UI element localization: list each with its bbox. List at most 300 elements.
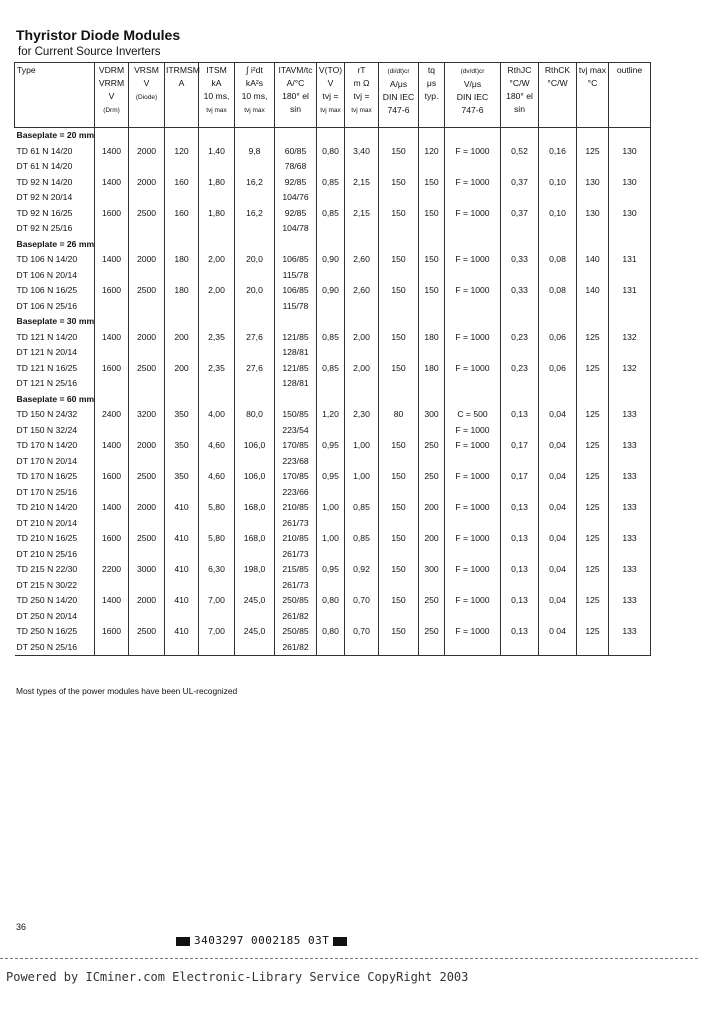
value-cell: 133 <box>609 531 651 547</box>
value-cell: 250 <box>419 438 445 454</box>
value-cell: 245,0 <box>235 624 275 640</box>
value-cell: 115/78 <box>275 268 317 284</box>
table-row <box>15 206 651 222</box>
value-cell: 3200 <box>129 407 165 423</box>
value-cell: 180 <box>419 330 445 346</box>
value-cell <box>345 547 379 563</box>
table-row <box>15 252 651 268</box>
value-cell <box>165 609 199 625</box>
value-cell <box>129 609 165 625</box>
value-cell <box>235 516 275 532</box>
column-header: tq μs typ. <box>419 63 445 128</box>
type-cell: TD 121 N 16/25 <box>16 362 78 373</box>
value-cell <box>419 268 445 284</box>
value-cell: 106,0 <box>235 469 275 485</box>
value-cell: 0,85 <box>317 206 345 222</box>
value-cell <box>165 454 199 470</box>
value-cell <box>445 159 501 175</box>
value-cell <box>199 190 235 206</box>
type-cell: DT 92 N 20/14 <box>16 192 73 202</box>
value-cell: 0,13 <box>501 500 539 516</box>
value-cell <box>379 516 419 532</box>
value-cell: 0,90 <box>317 283 345 299</box>
section-label: Baseplate = 26 mm <box>16 238 95 249</box>
value-cell <box>379 299 419 315</box>
barcode-block-icon <box>176 937 190 946</box>
value-cell <box>419 578 445 594</box>
value-cell <box>609 345 651 361</box>
value-cell: 140 <box>577 283 609 299</box>
value-cell: 0,13 <box>501 624 539 640</box>
value-cell: 2500 <box>129 531 165 547</box>
value-cell <box>345 159 379 175</box>
value-cell: 180 <box>419 361 445 377</box>
value-cell <box>419 376 445 392</box>
value-cell: 180 <box>165 252 199 268</box>
value-cell <box>165 485 199 501</box>
empty-cell <box>235 392 275 408</box>
value-cell: 350 <box>165 438 199 454</box>
value-cell: 2,00 <box>345 330 379 346</box>
type-cell: DT 61 N 14/20 <box>16 161 73 171</box>
value-cell: 1,20 <box>317 407 345 423</box>
type-cell: DT 250 N 20/14 <box>16 610 78 621</box>
empty-cell <box>445 237 501 253</box>
value-cell <box>445 547 501 563</box>
empty-cell <box>317 392 345 408</box>
empty-cell <box>317 237 345 253</box>
value-cell <box>199 159 235 175</box>
value-cell <box>345 609 379 625</box>
empty-cell <box>577 392 609 408</box>
empty-cell <box>379 237 419 253</box>
value-cell <box>199 485 235 501</box>
value-cell <box>199 299 235 315</box>
value-cell <box>345 299 379 315</box>
value-cell <box>129 221 165 237</box>
table-row <box>15 268 651 284</box>
empty-cell <box>345 128 379 144</box>
value-cell <box>317 516 345 532</box>
value-cell <box>445 345 501 361</box>
empty-cell <box>539 128 577 144</box>
empty-cell <box>199 237 235 253</box>
value-cell <box>235 485 275 501</box>
value-cell <box>317 345 345 361</box>
value-cell: F = 1000 <box>445 593 501 609</box>
value-cell <box>95 485 129 501</box>
value-cell <box>199 423 235 439</box>
value-cell <box>539 516 577 532</box>
value-cell: 250 <box>419 469 445 485</box>
value-cell <box>419 299 445 315</box>
value-cell: 245,0 <box>235 593 275 609</box>
value-cell <box>317 268 345 284</box>
value-cell <box>445 609 501 625</box>
value-cell: 125 <box>577 407 609 423</box>
value-cell: 261/82 <box>275 640 317 656</box>
value-cell: 1,00 <box>345 469 379 485</box>
value-cell: 300 <box>419 562 445 578</box>
type-cell: DT 106 N 25/16 <box>16 300 78 311</box>
value-cell: 0,23 <box>501 330 539 346</box>
value-cell <box>609 190 651 206</box>
value-cell: 1,80 <box>199 175 235 191</box>
value-cell: 0,85 <box>345 500 379 516</box>
section-row <box>15 128 651 144</box>
value-cell: 115/78 <box>275 299 317 315</box>
value-cell <box>445 516 501 532</box>
value-cell <box>165 516 199 532</box>
type-cell: TD 121 N 14/20 <box>16 331 78 342</box>
value-cell: 130 <box>609 144 651 160</box>
value-cell <box>501 423 539 439</box>
value-cell <box>235 547 275 563</box>
value-cell <box>445 454 501 470</box>
value-cell <box>235 454 275 470</box>
value-cell: 4,00 <box>199 407 235 423</box>
empty-cell <box>129 392 165 408</box>
empty-cell <box>609 392 651 408</box>
value-cell <box>199 578 235 594</box>
table-row <box>15 609 651 625</box>
value-cell <box>345 454 379 470</box>
value-cell: 125 <box>577 144 609 160</box>
value-cell: 7,00 <box>199 593 235 609</box>
value-cell <box>609 547 651 563</box>
empty-cell <box>577 237 609 253</box>
value-cell: 2500 <box>129 206 165 222</box>
empty-cell <box>345 237 379 253</box>
table-row <box>15 500 651 516</box>
type-cell: TD 210 N 16/25 <box>16 533 78 543</box>
value-cell <box>445 640 501 656</box>
value-cell <box>235 609 275 625</box>
value-cell: 2000 <box>129 252 165 268</box>
value-cell: 2500 <box>129 624 165 640</box>
type-cell: DT 106 N 20/14 <box>16 269 78 280</box>
value-cell: F = 1000 <box>445 175 501 191</box>
value-cell: 0,85 <box>317 361 345 377</box>
empty-cell <box>275 392 317 408</box>
table-row <box>15 423 651 439</box>
value-cell: 120 <box>419 144 445 160</box>
value-cell: 0,08 <box>539 283 577 299</box>
value-cell <box>317 376 345 392</box>
table-row <box>15 469 651 485</box>
value-cell <box>345 423 379 439</box>
empty-cell <box>501 314 539 330</box>
value-cell <box>165 547 199 563</box>
value-cell: 1600 <box>95 624 129 640</box>
value-cell: 125 <box>577 593 609 609</box>
value-cell: 150/85 <box>275 407 317 423</box>
value-cell: 5,80 <box>199 500 235 516</box>
value-cell: 1,00 <box>345 438 379 454</box>
value-cell <box>539 640 577 656</box>
empty-cell <box>419 237 445 253</box>
empty-cell <box>199 314 235 330</box>
type-cell: DT 170 N 20/14 <box>16 455 78 466</box>
column-header: ∫ i²dt kA²s 10 ms, tvj max <box>235 63 275 128</box>
empty-cell <box>199 392 235 408</box>
column-header: ITRMSM A <box>165 63 199 128</box>
value-cell <box>577 578 609 594</box>
empty-cell <box>317 128 345 144</box>
value-cell <box>345 190 379 206</box>
value-cell <box>235 578 275 594</box>
value-cell: 133 <box>609 438 651 454</box>
value-cell <box>165 345 199 361</box>
value-cell <box>609 578 651 594</box>
value-cell: 0,04 <box>539 438 577 454</box>
value-cell <box>235 423 275 439</box>
type-cell: DT 92 N 25/16 <box>16 223 73 233</box>
value-cell: 160 <box>165 175 199 191</box>
value-cell <box>501 190 539 206</box>
column-header: rT m Ω tvj = tvj max <box>345 63 379 128</box>
empty-cell <box>275 314 317 330</box>
value-cell: 104/78 <box>275 221 317 237</box>
value-cell <box>95 345 129 361</box>
value-cell <box>199 609 235 625</box>
value-cell: 180 <box>165 283 199 299</box>
value-cell <box>539 423 577 439</box>
empty-cell <box>539 237 577 253</box>
value-cell: 0,80 <box>317 624 345 640</box>
empty-cell <box>609 128 651 144</box>
value-cell: 125 <box>577 562 609 578</box>
value-cell <box>199 268 235 284</box>
table-row <box>15 283 651 299</box>
type-cell: DT 215 N 30/22 <box>16 579 78 590</box>
column-header: outline <box>609 63 651 128</box>
value-cell: 2,00 <box>345 361 379 377</box>
value-cell: 131 <box>609 252 651 268</box>
value-cell: 198,0 <box>235 562 275 578</box>
table-row <box>15 175 651 191</box>
section-label: Baseplate = 20 mm <box>16 130 95 140</box>
value-cell <box>235 268 275 284</box>
type-cell: DT 250 N 25/16 <box>15 640 95 656</box>
empty-cell <box>199 128 235 144</box>
value-cell: 261/82 <box>275 609 317 625</box>
empty-cell <box>345 392 379 408</box>
value-cell: 150 <box>379 283 419 299</box>
value-cell: F = 1000 <box>445 206 501 222</box>
column-header: Type <box>15 63 95 128</box>
table-body <box>15 128 651 656</box>
empty-cell <box>129 237 165 253</box>
value-cell: 2,30 <box>345 407 379 423</box>
column-header: RthJC °C/W 180° el sin <box>501 63 539 128</box>
type-cell: TD 170 N 16/25 <box>16 471 78 481</box>
value-cell: 125 <box>577 438 609 454</box>
value-cell: 106/85 <box>275 283 317 299</box>
value-cell <box>165 423 199 439</box>
value-cell: 132 <box>609 361 651 377</box>
value-cell: 104/76 <box>275 190 317 206</box>
value-cell: 80 <box>379 407 419 423</box>
value-cell: 2500 <box>129 469 165 485</box>
value-cell: 170/85 <box>275 469 317 485</box>
value-cell <box>577 454 609 470</box>
value-cell: 261/73 <box>275 516 317 532</box>
value-cell <box>501 345 539 361</box>
value-cell: 0,13 <box>501 562 539 578</box>
value-cell: 150 <box>379 500 419 516</box>
table-row <box>15 562 651 578</box>
value-cell: 4,60 <box>199 469 235 485</box>
empty-cell <box>95 392 129 408</box>
value-cell <box>199 640 235 656</box>
value-cell <box>129 485 165 501</box>
value-cell: 1600 <box>95 283 129 299</box>
empty-cell <box>501 237 539 253</box>
value-cell: 223/54 <box>275 423 317 439</box>
value-cell <box>445 268 501 284</box>
value-cell: 1600 <box>95 361 129 377</box>
value-cell <box>199 454 235 470</box>
value-cell <box>501 221 539 237</box>
value-cell: 410 <box>165 500 199 516</box>
empty-cell <box>539 314 577 330</box>
value-cell: 0,70 <box>345 624 379 640</box>
value-cell: 133 <box>609 562 651 578</box>
empty-cell <box>609 314 651 330</box>
value-cell: 350 <box>165 407 199 423</box>
value-cell <box>419 609 445 625</box>
value-cell: 0,13 <box>501 407 539 423</box>
value-cell <box>379 485 419 501</box>
value-cell: 92/85 <box>275 175 317 191</box>
value-cell <box>165 376 199 392</box>
value-cell: 9,8 <box>235 144 275 160</box>
spec-table <box>14 62 651 656</box>
value-cell: 2,00 <box>199 252 235 268</box>
value-cell <box>379 345 419 361</box>
value-cell: 133 <box>609 500 651 516</box>
value-cell: 210/85 <box>275 500 317 516</box>
value-cell <box>129 640 165 656</box>
column-header: ITAVM/tc A/°C 180° el sin <box>275 63 317 128</box>
column-header: tvj max °C <box>577 63 609 128</box>
table-row <box>15 221 651 237</box>
empty-cell <box>165 392 199 408</box>
value-cell <box>129 376 165 392</box>
value-cell <box>317 578 345 594</box>
value-cell: 150 <box>379 330 419 346</box>
value-cell: 150 <box>419 283 445 299</box>
value-cell: 150 <box>379 624 419 640</box>
value-cell: 128/81 <box>275 345 317 361</box>
value-cell: 261/73 <box>275 578 317 594</box>
empty-cell <box>235 314 275 330</box>
value-cell <box>501 578 539 594</box>
type-cell: TD 106 N 14/20 <box>16 254 78 264</box>
value-cell: 215/85 <box>275 562 317 578</box>
type-cell: DT 150 N 32/24 <box>16 424 78 435</box>
value-cell: 3000 <box>129 562 165 578</box>
value-cell: 106/85 <box>275 252 317 268</box>
value-cell: 1600 <box>95 531 129 547</box>
value-cell <box>419 516 445 532</box>
footer-copyright: Powered by ICminer.com Electronic-Library Service CopyRight 2003 <box>6 970 469 984</box>
value-cell <box>129 268 165 284</box>
value-cell <box>129 516 165 532</box>
value-cell <box>501 485 539 501</box>
value-cell: 0,85 <box>317 175 345 191</box>
value-cell <box>235 159 275 175</box>
value-cell <box>317 485 345 501</box>
type-cell: DT 170 N 25/16 <box>16 486 78 497</box>
value-cell <box>419 547 445 563</box>
value-cell: 1400 <box>95 175 129 191</box>
value-cell: 1,80 <box>199 206 235 222</box>
table-row <box>15 299 651 315</box>
value-cell <box>165 190 199 206</box>
value-cell: 2,35 <box>199 361 235 377</box>
value-cell: 5,80 <box>199 531 235 547</box>
value-cell: 0,95 <box>317 562 345 578</box>
value-cell: 250/85 <box>275 593 317 609</box>
barcode-text: 3403297 0002185 03T <box>194 934 330 947</box>
value-cell: 0,95 <box>317 469 345 485</box>
divider <box>0 958 698 959</box>
value-cell <box>165 268 199 284</box>
value-cell: 2000 <box>129 593 165 609</box>
value-cell: F = 1000 <box>445 469 501 485</box>
value-cell: 0,04 <box>539 407 577 423</box>
type-cell: DT 121 N 20/14 <box>16 347 78 357</box>
empty-cell <box>345 314 379 330</box>
empty-cell <box>419 314 445 330</box>
value-cell <box>501 640 539 656</box>
value-cell: 300 <box>419 407 445 423</box>
value-cell: 150 <box>379 438 419 454</box>
column-header: VDRM VRRM V (Drm) <box>95 63 129 128</box>
value-cell: 6,30 <box>199 562 235 578</box>
value-cell: F = 1000 <box>445 531 501 547</box>
value-cell <box>609 221 651 237</box>
value-cell: 125 <box>577 500 609 516</box>
value-cell: 4,60 <box>199 438 235 454</box>
value-cell <box>501 299 539 315</box>
value-cell <box>379 221 419 237</box>
value-cell: 223/68 <box>275 454 317 470</box>
value-cell: 133 <box>609 469 651 485</box>
value-cell: 150 <box>419 252 445 268</box>
value-cell <box>577 299 609 315</box>
value-cell <box>419 221 445 237</box>
value-cell: 27,6 <box>235 361 275 377</box>
value-cell: 1,40 <box>199 144 235 160</box>
value-cell: 0,85 <box>345 531 379 547</box>
empty-cell <box>445 128 501 144</box>
value-cell: 0,92 <box>345 562 379 578</box>
table-row <box>15 190 651 206</box>
value-cell: 27,6 <box>235 330 275 346</box>
value-cell: 120 <box>165 144 199 160</box>
value-cell <box>317 159 345 175</box>
value-cell: 0,04 <box>539 593 577 609</box>
value-cell <box>539 485 577 501</box>
value-cell <box>95 578 129 594</box>
value-cell: 106,0 <box>235 438 275 454</box>
value-cell <box>609 159 651 175</box>
value-cell <box>95 454 129 470</box>
section-label: Baseplate = 30 mm <box>16 316 95 326</box>
